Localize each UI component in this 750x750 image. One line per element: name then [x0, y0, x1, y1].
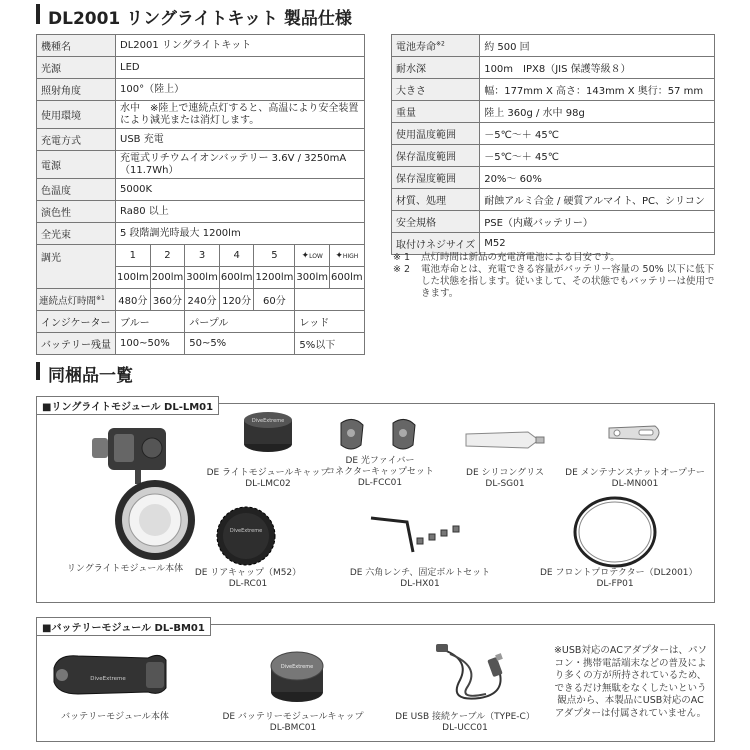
rear-cap-image [215, 505, 277, 567]
dimming-label: 調光 [37, 245, 116, 289]
spec-label: 大きさ [392, 79, 480, 101]
spec-value: 水中 ※陸上で連続点灯すると、高温により安全装置により減光または消灯します。 [116, 101, 365, 129]
spec-value: 100m IPX8（JIS 保護等級８） [480, 57, 715, 79]
spec-label: 保存湿度範囲 [392, 167, 480, 189]
spec-row [392, 145, 715, 167]
spec-table-left [36, 34, 365, 355]
lumen-cell: 100lm [116, 267, 151, 289]
spec-row [392, 79, 715, 101]
spec-label: 全光束 [37, 223, 116, 245]
spec-table-right [391, 34, 715, 255]
spec-row [37, 179, 365, 201]
caption-nut-opener: DE メンテナンスナットオープナー DL-MN001 [565, 468, 705, 489]
lumen-cell: 600lm [219, 267, 254, 289]
caption-grease: DE シリコングリス DL-SG01 [466, 468, 544, 489]
bulb-low-icon: ✦ [301, 251, 310, 261]
lumen-cell: 600lm [330, 267, 365, 289]
dim-level: 5 [254, 245, 295, 267]
spec-value: －5℃～＋ 45℃ [480, 145, 715, 167]
battery-cap-brand-text: DiveExtreme [280, 664, 314, 670]
spec-value: PSE（内蔵バッテリー） [480, 211, 715, 233]
spec-row [37, 151, 365, 179]
spec-row [392, 35, 715, 57]
indicator-blue: ブルー [116, 311, 185, 333]
footnote-2: ※ 2 電池寿命とは、充電できる容量がバッテリー容量の 50% 以下に低下した状態を指します。従いまして、その状態でもバッテリーは使用できます。 [393, 264, 715, 299]
indicator-red: レッド [295, 311, 364, 333]
lumen-cell: 1200lm [254, 267, 295, 289]
caption: リングライトモジュール本体 [66, 564, 184, 574]
spec-label: 使用環境 [37, 101, 116, 129]
spec-value: 100°（陸上） [116, 79, 365, 101]
spec-label: 演色性 [37, 201, 116, 223]
ac-adapter-note: ※USB対応のACアダプターは、パソ コン・携帯電話端末などの普及によ り多くの方が所持されているため、 できるだけ無駄をなくしたいという 観点から、本製品にUSB対応のAC アダプターは付属されていません。 [553, 645, 708, 719]
caption-usb-cable: DE USB 接続ケーブル（TYPE-C） DL-UCC01 [395, 712, 535, 733]
spec-value: －5℃～＋ 45℃ [480, 123, 715, 145]
spec-row [37, 101, 365, 129]
spec-value: DL2001 リングライトキット [116, 35, 365, 57]
spec-value: 20%～ 60% [480, 167, 715, 189]
page-title: DL2001 リングライトキット 製品仕様 [48, 9, 352, 29]
spec-label: 重量 [392, 101, 480, 123]
cap-brand-text: DiveExtreme [251, 418, 285, 424]
spec-value: 耐蝕アルミ合金 / 硬質アルマイト、PC、シリコン [480, 189, 715, 211]
silicone-grease-image [462, 428, 547, 452]
battery-level-high: 100~50% [116, 333, 185, 355]
caption-fiber-cap: DE 光ファイバー コネクターキャップセット DL-FCC01 [326, 456, 434, 488]
dim-level-high: ✦HIGH [330, 245, 365, 267]
battery-brand-text: DiveExtreme [90, 676, 126, 682]
spec-row [37, 79, 365, 101]
caption-light-cap: DE ライトモジュールキャップ DL-LMC02 [206, 468, 330, 489]
title-accent-bar [36, 4, 40, 24]
footnotes [393, 252, 715, 300]
spec-value: 約 500 回 [480, 35, 715, 57]
battery-level-label: バッテリー残量 [37, 333, 116, 355]
spec-label: 充電方式 [37, 129, 116, 151]
dim-level-low: ✦LOW [295, 245, 330, 267]
lumen-cell: 300lm [185, 267, 220, 289]
contents-accent-bar [36, 362, 40, 380]
spec-label: 保存温度範囲 [392, 145, 480, 167]
spec-row [392, 167, 715, 189]
spec-value: 5 段階調光時最大 1200lm [116, 223, 365, 245]
footnote-mark: ※2 [436, 40, 445, 48]
nut-opener-image [605, 424, 665, 444]
spec-row [37, 129, 365, 151]
battery-cap-image [267, 648, 327, 706]
spec-value: Ra80 以上 [116, 201, 365, 223]
hex-wrench-set-image [367, 512, 472, 562]
dim-level: 1 [116, 245, 151, 267]
indicator-label: インジケーター [37, 311, 116, 333]
time-row [37, 289, 365, 311]
spec-row [37, 35, 365, 57]
spec-row [392, 211, 715, 233]
spec-row [392, 101, 715, 123]
spec-row [37, 201, 365, 223]
time-cell: 360分 [150, 289, 185, 311]
ring-module-label: ■リングライトモジュール DL-LM01 [36, 396, 219, 415]
spec-row [392, 123, 715, 145]
spec-row [392, 189, 715, 211]
spec-label: 色温度 [37, 179, 116, 201]
spec-label: 光源 [37, 57, 116, 79]
indicator-row [37, 311, 365, 333]
caption-battery-cap: DE バッテリーモジュールキャップ DL-BMC01 [222, 712, 364, 733]
spec-value: 幅：177mm X 高さ：143mm X 奥行：57 mm [480, 79, 715, 101]
spec-label: 安全規格 [392, 211, 480, 233]
fiber-connector-cap-image [333, 415, 423, 455]
time-empty [295, 289, 364, 311]
battery-module-image [48, 648, 178, 703]
usb-cable-image [430, 640, 520, 712]
spec-value: LED [116, 57, 365, 79]
ring-light-module-image [80, 420, 215, 560]
spec-value: 陸上 360g / 水中 98g [480, 101, 715, 123]
spec-label: 機種名 [37, 35, 116, 57]
time-cell: 240分 [185, 289, 220, 311]
dim-level: 2 [150, 245, 185, 267]
battery-level-low: 5%以下 [295, 333, 364, 355]
spec-label: 電源 [37, 151, 116, 179]
contents-title: 同梱品一覧 [48, 366, 133, 386]
indicator-purple: パープル [185, 311, 295, 333]
spec-label: 使用温度範囲 [392, 123, 480, 145]
battery-module-label: ■バッテリーモジュール DL-BM01 [36, 617, 211, 636]
spec-row [392, 57, 715, 79]
caption-rear-cap: DE リアキャップ（M52） DL-RC01 [194, 568, 302, 589]
time-cell: 480分 [116, 289, 151, 311]
spec-row [37, 223, 365, 245]
time-cell: 60分 [254, 289, 295, 311]
battery-level-mid: 50~5% [185, 333, 295, 355]
spec-label: 材質、処理 [392, 189, 480, 211]
spec-label: 取付けネジサイズ [392, 233, 480, 255]
light-module-cap-image [238, 414, 298, 454]
dim-level: 3 [185, 245, 220, 267]
spec-value: 5000K [116, 179, 365, 201]
spec-label: 照射角度 [37, 79, 116, 101]
dim-level: 4 [219, 245, 254, 267]
front-protector-image [570, 495, 660, 570]
spec-row [37, 57, 365, 79]
bulb-high-icon: ✦ [335, 251, 343, 261]
spec-value: USB 充電 [116, 129, 365, 151]
battery-level-row [37, 333, 365, 355]
footnote-1: ※ 1 点灯時間は新品の充電済電池による目安です。 [393, 252, 620, 263]
lumen-cell: 200lm [150, 267, 185, 289]
spec-value: 充電式リチウムイオンバッテリー 3.6V / 3250mA（11.7Wh） [116, 151, 365, 179]
dimming-row [37, 245, 365, 267]
caption-front-protector: DE フロントプロテクター（DL2001） DL-FP01 [540, 568, 698, 589]
caption-hex-wrench: DE 六角レンチ、固定ボルトセット DL-HX01 [349, 568, 491, 589]
spec-label: 電池寿命$^{※2}$ [392, 35, 480, 57]
time-cell: 120分 [219, 289, 254, 311]
spec-label: 耐水深 [392, 57, 480, 79]
lumen-cell: 300lm [295, 267, 330, 289]
spec-value: M52 [480, 233, 715, 255]
caption-battery: バッテリーモジュール本体 [61, 712, 169, 722]
time-label: 連続点灯時間$^{※1}$ [37, 289, 116, 311]
rear-cap-brand-text: DiveExtreme [229, 528, 263, 534]
